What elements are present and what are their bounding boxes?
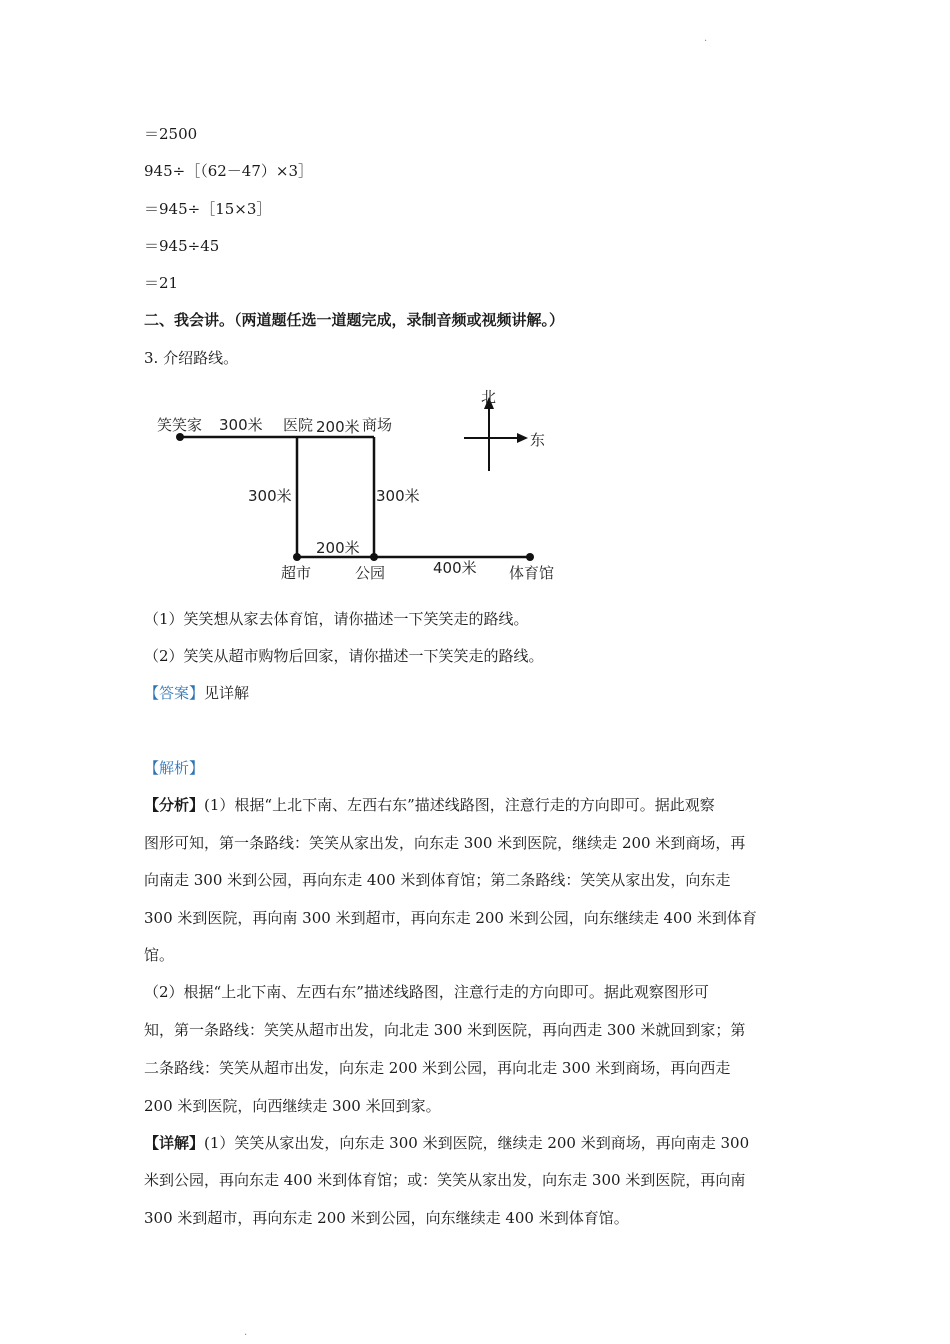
calc-line-4: ＝945÷45 [144,237,220,255]
analysis-line-text: 300 米到医院，再向南 300 米到超市，再向东走 200 米到公园，向东继续走 400 米到体育 [144,909,757,927]
calc-line-2: 945÷［（62－47）×3］ [144,162,313,180]
analysis-line-tag: 【分析】 [144,796,205,814]
label-hospital: 医院 [283,416,314,434]
analysis-line [144,1020,745,1040]
analysis-line [144,795,715,815]
label-park-gym-distance: 400米 [433,559,477,577]
label-hospital-mall-distance: 200米 [316,418,360,436]
analysis-line-text: 200 米到医院，向西继续走 300 米回到家。 [144,1097,441,1115]
label-market: 超市 [281,564,312,582]
analysis-line-text: 米到公园，再向东走 400 米到体育馆；或：笑笑从家出发，向东走 300 米到医院，再向南 [144,1171,746,1189]
analysis-line-text: 图形可知，第一条路线：笑笑从家出发，向东走 300 米到医院，继续走 200 米到商场，再 [144,834,746,852]
answer-text: 见详解 [204,684,250,702]
home-point [176,433,184,441]
analysis-line-text: 向南走 300 米到公园，再向东走 400 米到体育馆；第二条路线：笑笑从家出发，向东走 [144,871,731,889]
sub-question-2: （2）笑笑从超市购物后回家，请你描述一下笑笑走的路线。 [144,647,544,665]
answer-tag: 【答案】 [144,684,205,702]
analysis-line-text: 二条路线：笑笑从超市出发，向东走 200 米到公园，再向北走 300 米到商场，再向西走 [144,1059,731,1077]
analysis-line [144,908,757,928]
gym-point [526,553,534,561]
route-map [140,382,580,592]
analysis-line-text: (1）根据“上北下南、左西右东”描述线路图，注意行走的方向即可。据此观察 [204,796,715,814]
analysis-line [144,945,174,965]
top-mark: · [704,36,708,47]
answer-line [144,683,249,703]
market-point [293,553,301,561]
calc-line-3: ＝945÷［15×3］ [144,200,272,218]
label-gym: 体育馆 [509,564,555,582]
analysis-line [144,1208,629,1228]
analysis-line [144,870,730,890]
analysis-line [144,1133,749,1153]
analysis-line [144,833,745,853]
analysis-line [144,1170,745,1190]
analysis-line-text: 知，第一条路线：笑笑从超市出发，向北走 300 米到医院，再向西走 300 米就回到家；第 [144,1021,746,1039]
label-hospital-market-distance: 300米 [248,487,292,505]
analysis-line-text: （2）根据“上北下南、左西右东”描述线路图，注意行走的方向即可。据此观察图形可 [144,983,709,1001]
label-park: 公园 [355,564,386,582]
compass [464,407,522,471]
analysis-line-tag: 【详解】 [144,1134,205,1152]
bottom-mark: · [244,1330,248,1341]
label-home-hospital-distance: 300米 [219,416,263,434]
analysis-line [144,1058,730,1078]
question-title: 3. 介绍路线。 [144,349,239,367]
section-heading: 二、我会讲。（两道题任选一道题完成，录制音频或视频讲解。） [144,311,565,329]
analysis-line-text: (1）笑笑从家出发，向东走 300 米到医院，继续走 200 米到商场，再向南走 300 [204,1134,750,1152]
label-home: 笑笑家 [157,416,203,434]
calc-line-5: ＝21 [144,274,179,292]
analysis-line-text: 馆。 [144,946,175,964]
analysis-tag: 【解析】 [144,759,205,777]
analysis-line-text: 300 米到超市，再向东走 200 米到公园，向东继续走 400 米到体育馆。 [144,1209,629,1227]
calc-line-1: ＝2500 [144,125,198,143]
label-mall-park-distance: 300米 [376,487,420,505]
compass-east-label: 东 [530,431,546,449]
compass-north-label: 北 [481,388,497,406]
label-market-park-distance: 200米 [316,539,360,557]
sub-question-1: （1）笑笑想从家去体育馆，请你描述一下笑笑走的路线。 [144,610,529,628]
park-point [370,553,378,561]
analysis-line [144,982,709,1002]
label-mall: 商场 [362,416,393,434]
analysis-line [144,1096,441,1116]
compass-east-arrow [517,433,528,443]
